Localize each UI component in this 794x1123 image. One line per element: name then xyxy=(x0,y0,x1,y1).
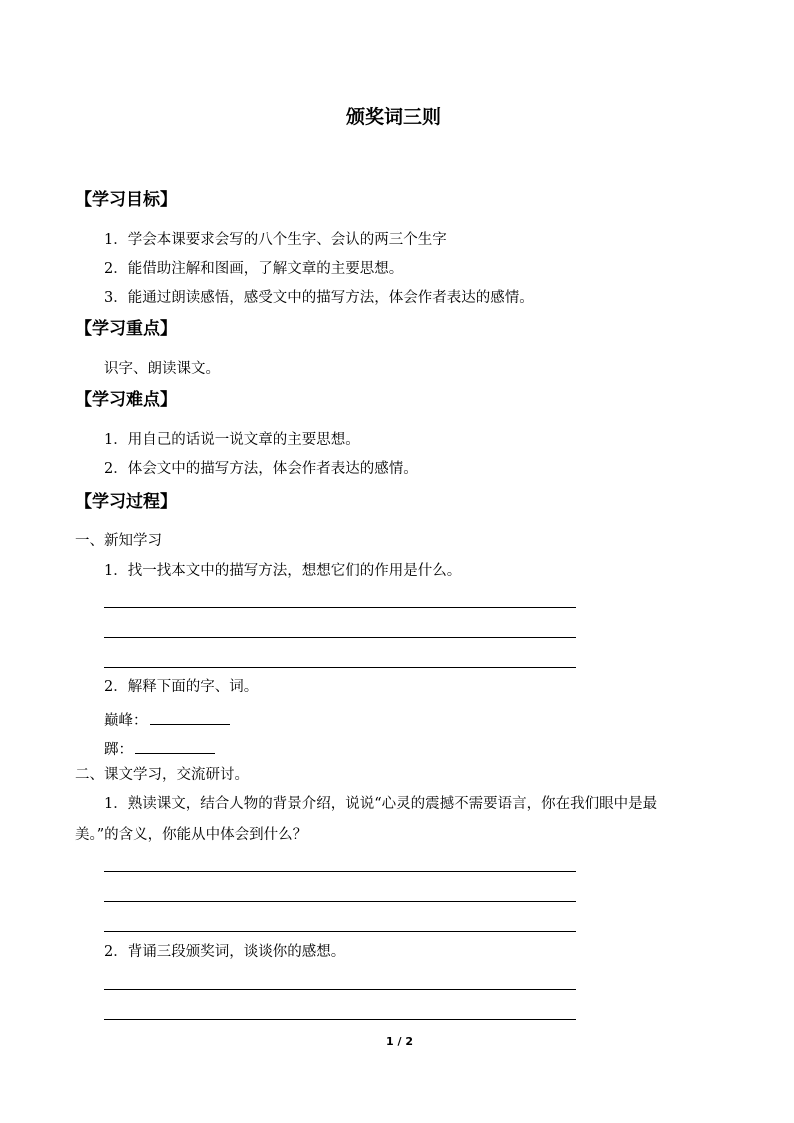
part2-question-1-line2: 美。”的含义，你能从中体会到什么？ xyxy=(75,827,308,843)
page-number: 1 / 2 xyxy=(386,1035,413,1048)
page-title: 颁奖词三则 xyxy=(346,106,442,128)
term-row xyxy=(104,739,215,758)
answer-line[interactable] xyxy=(104,667,576,668)
answer-line[interactable] xyxy=(104,637,576,638)
term-row xyxy=(104,710,230,729)
answer-line[interactable] xyxy=(104,989,576,990)
key-points-heading: 【学习重点】 xyxy=(75,319,177,339)
part1-question-2: 2．解释下面的字、词。 xyxy=(104,679,259,695)
fill-blank[interactable] xyxy=(150,710,230,725)
key-point-item: 识字、朗读课文。 xyxy=(104,361,220,377)
part2-title: 二、课文学习，交流研讨。 xyxy=(75,767,249,783)
objective-item: 2．能借助注解和图画，了解文章的主要思想。 xyxy=(104,261,404,277)
answer-line[interactable] xyxy=(104,607,576,608)
answer-line[interactable] xyxy=(104,901,576,902)
objective-item: 3．能通过朗读感悟，感受文中的描写方法，体会作者表达的感情。 xyxy=(104,290,534,306)
objectives-heading: 【学习目标】 xyxy=(75,190,177,210)
term-label: 巅峰： xyxy=(104,713,148,729)
part1-question-1: 1．找一找本文中的描写方法，想想它们的作用是什么。 xyxy=(104,563,462,579)
fill-blank[interactable] xyxy=(135,739,215,754)
difficulties-heading: 【学习难点】 xyxy=(75,390,177,410)
objective-item: 1．学会本课要求会写的八个生字、会认的两三个生字 xyxy=(104,232,447,248)
term-label: 踯： xyxy=(104,742,133,758)
difficulty-item: 2．体会文中的描写方法，体会作者表达的感情。 xyxy=(104,461,418,477)
difficulty-item: 1．用自己的话说一说文章的主要思想。 xyxy=(104,432,360,448)
part1-title: 一、新知学习 xyxy=(75,533,162,549)
answer-line[interactable] xyxy=(104,871,576,872)
process-heading: 【学习过程】 xyxy=(75,492,177,512)
part2-question-1-line1: 1．熟读课文，结合人物的背景介绍，说说“心灵的震撼不需要语言，你在我们眼中是最 xyxy=(104,796,658,812)
answer-line[interactable] xyxy=(104,1019,576,1020)
answer-line[interactable] xyxy=(104,931,576,932)
part2-question-2: 2．背诵三段颁奖词，谈谈你的感想。 xyxy=(104,944,346,960)
